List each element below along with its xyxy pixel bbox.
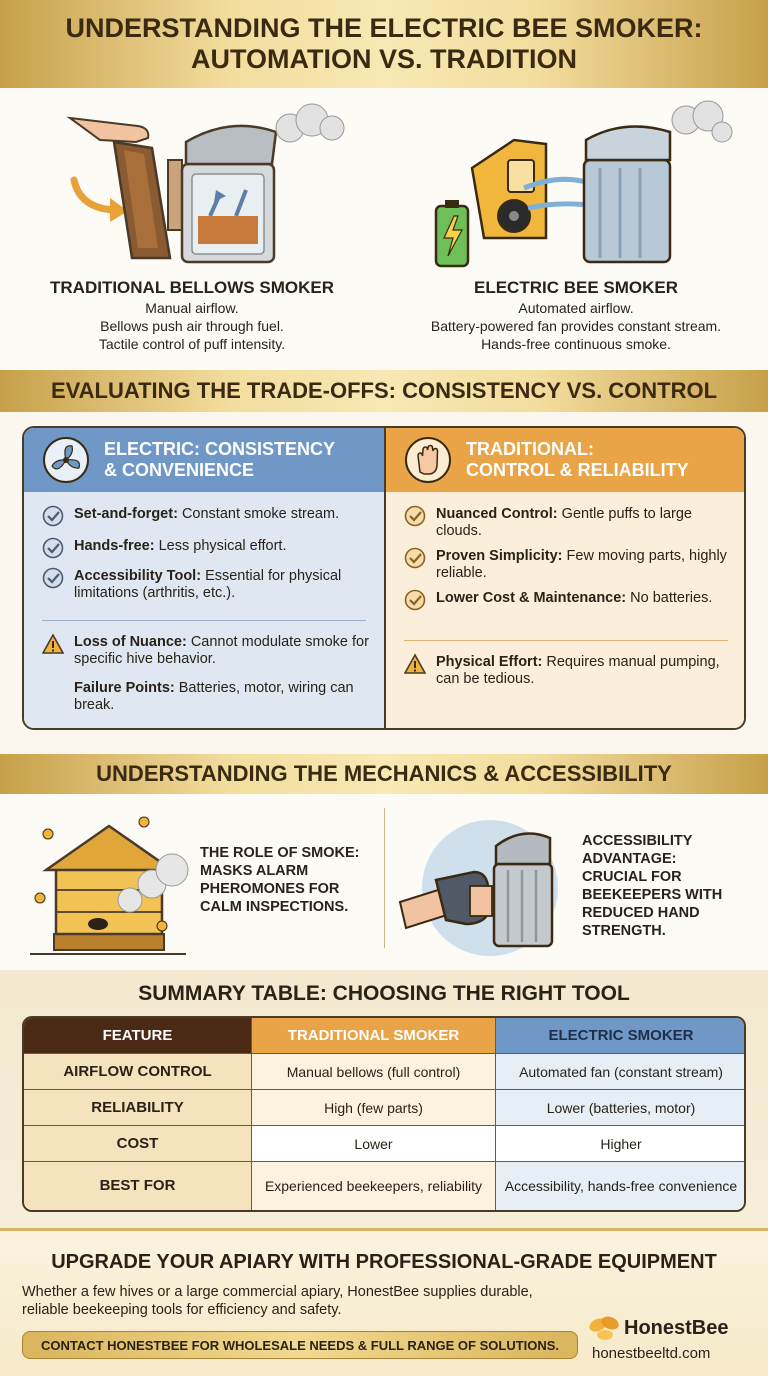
table-cell: COST	[24, 1126, 252, 1162]
list-item	[42, 506, 372, 527]
traditional-tool-line: Tactile control of puff intensity.	[98, 336, 286, 352]
list-item	[42, 538, 372, 559]
brand	[586, 1311, 756, 1367]
item-text: Constant smoke stream.	[177, 506, 340, 522]
electric-smoker-icon	[424, 98, 734, 268]
divider	[384, 808, 385, 948]
electric-tool-line: Hands-free continuous smoke.	[481, 336, 671, 352]
item-text: No batteries.	[626, 590, 713, 606]
list-item	[404, 506, 734, 540]
electric-heading-line1: ELECTRIC: CONSISTENCY	[104, 439, 336, 459]
accessibility-line: ADVANTAGE:	[582, 851, 677, 867]
summary-table	[22, 1016, 746, 1212]
table-cell: RELIABILITY	[24, 1090, 252, 1126]
traditional-column	[386, 428, 746, 728]
check-icon	[404, 589, 426, 611]
summary-section	[0, 970, 768, 1228]
check-icon	[42, 537, 64, 559]
item-label: Set-and-forget:	[74, 506, 178, 522]
electric-tool-line: Automated airflow.	[518, 300, 634, 316]
accessibility-line: BEEKEEPERS WITH	[582, 887, 723, 903]
item-text: Cannot modulate smoke for specific hive behavior.	[74, 634, 369, 667]
bellows-smoker-icon	[40, 98, 350, 268]
accessibility-line: CRUCIAL FOR	[582, 869, 682, 885]
check-icon	[404, 505, 426, 527]
list-item	[74, 680, 372, 714]
smoke-role-line: MASKS ALARM	[200, 863, 309, 879]
electric-tool-title: ELECTRIC BEE SMOKER	[473, 278, 679, 297]
item-label: Physical Effort:	[436, 654, 543, 670]
table-header: FEATURE	[24, 1018, 252, 1054]
list-item	[404, 654, 734, 688]
item-text: Essential for physical limitations (arthritis, etc.).	[74, 568, 342, 601]
warning-icon	[404, 653, 426, 675]
mechanics-section	[0, 794, 768, 970]
accessibility-text	[582, 832, 762, 940]
smoke-role-line: THE ROLE OF SMOKE:	[200, 845, 360, 861]
list-item	[404, 548, 734, 582]
accessibility-line: ACCESSIBILITY	[582, 833, 693, 849]
item-label: Loss of Nuance:	[74, 634, 187, 650]
table-header: ELECTRIC SMOKER	[496, 1018, 746, 1054]
tools-overview	[0, 88, 768, 370]
item-label: Proven Simplicity:	[436, 548, 563, 564]
bee-logo-icon	[588, 1313, 622, 1343]
check-icon	[42, 567, 64, 589]
divider	[42, 620, 366, 621]
item-label: Accessibility Tool:	[74, 568, 202, 584]
accessibility-line: STRENGTH.	[582, 923, 666, 939]
page-title	[0, 0, 768, 88]
table-cell: AIRFLOW CONTROL	[24, 1054, 252, 1090]
summary-title: SUMMARY TABLE: CHOOSING THE RIGHT TOOL	[138, 982, 630, 1005]
item-label: Failure Points:	[74, 680, 175, 696]
item-text: Batteries, motor, wiring can break.	[74, 680, 354, 713]
item-text: Gentle puffs to large clouds.	[436, 506, 692, 539]
page-title-line2: AUTOMATION VS. TRADITION	[191, 44, 577, 74]
traditional-tool-line: Bellows push air through fuel.	[100, 318, 284, 334]
item-text: Less physical effort.	[154, 538, 287, 554]
fan-icon	[42, 436, 90, 484]
item-label: Hands-free:	[74, 538, 155, 554]
check-icon	[42, 505, 64, 527]
cta-body: Whether a few hives or a large commercial apiary, HonestBee supplies durable, reliable beekeeping tools for efficiency and safety.	[22, 1284, 533, 1318]
tradeoffs-title: EVALUATING THE TRADE-OFFS: CONSISTENCY VS. CONTROL	[0, 370, 768, 412]
smoke-role-text	[200, 844, 380, 916]
brand-name: HonestBee	[624, 1317, 729, 1339]
table-cell: Lower	[252, 1126, 496, 1162]
item-text: Requires manual pumping, can be tedious.	[436, 654, 720, 687]
table-cell: High (few parts)	[252, 1090, 496, 1126]
list-item	[42, 634, 372, 668]
brand-url-link[interactable]: honestbeeltd.com	[592, 1345, 711, 1362]
table-cell: Experienced beekeepers, reliability	[252, 1162, 496, 1210]
table-cell: Automated fan (constant stream)	[496, 1054, 746, 1090]
traditional-tool-line: Manual airflow.	[145, 300, 239, 316]
page-title-line1: UNDERSTANDING THE ELECTRIC BEE SMOKER:	[65, 13, 703, 43]
traditional-column-header	[386, 428, 746, 492]
cta-section	[0, 1228, 768, 1376]
item-label: Nuanced Control:	[436, 506, 558, 522]
tradeoffs-comparison	[22, 426, 746, 730]
warning-icon	[42, 633, 64, 655]
electric-tool-line: Battery-powered fan provides constant stream.	[430, 318, 722, 334]
electric-column	[24, 428, 386, 728]
divider	[404, 640, 728, 641]
accessibility-line: REDUCED HAND	[582, 905, 700, 921]
electric-tool	[384, 88, 768, 370]
table-cell: Manual bellows (full control)	[252, 1054, 496, 1090]
traditional-tool-title: TRADITIONAL BELLOWS SMOKER	[50, 278, 334, 297]
table-cell: BEST FOR	[24, 1162, 252, 1210]
table-cell: Accessibility, hands-free convenience	[496, 1162, 746, 1210]
mechanics-title: UNDERSTANDING THE MECHANICS & ACCESSIBILITY	[0, 754, 768, 794]
traditional-heading-line1: TRADITIONAL:	[466, 439, 594, 459]
traditional-tool	[0, 88, 384, 370]
electric-heading-line2: & CONVENIENCE	[104, 460, 255, 480]
traditional-heading-line2: CONTROL & RELIABILITY	[466, 460, 689, 480]
table-cell: Higher	[496, 1126, 746, 1162]
smoke-role-line: CALM INSPECTIONS.	[200, 899, 349, 915]
contact-button[interactable]: CONTACT HONESTBEE FOR WHOLESALE NEEDS & FULL RANGE OF SOLUTIONS.	[22, 1331, 578, 1359]
gloved-hand-smoker-icon	[398, 810, 572, 960]
table-cell: Lower (batteries, motor)	[496, 1090, 746, 1126]
list-item	[404, 590, 734, 611]
beehive-icon	[26, 808, 196, 958]
electric-column-header	[24, 428, 384, 492]
table-header: TRADITIONAL SMOKER	[252, 1018, 496, 1054]
hand-icon	[404, 436, 452, 484]
check-icon	[404, 547, 426, 569]
cta-title: UPGRADE YOUR APIARY WITH PROFESSIONAL-GRADE EQUIPMENT	[51, 1251, 717, 1273]
item-text: Few moving parts, highly reliable.	[436, 548, 727, 581]
smoke-role-line: PHEROMONES FOR	[200, 881, 340, 897]
item-label: Lower Cost & Maintenance:	[436, 590, 627, 606]
list-item	[42, 568, 372, 602]
